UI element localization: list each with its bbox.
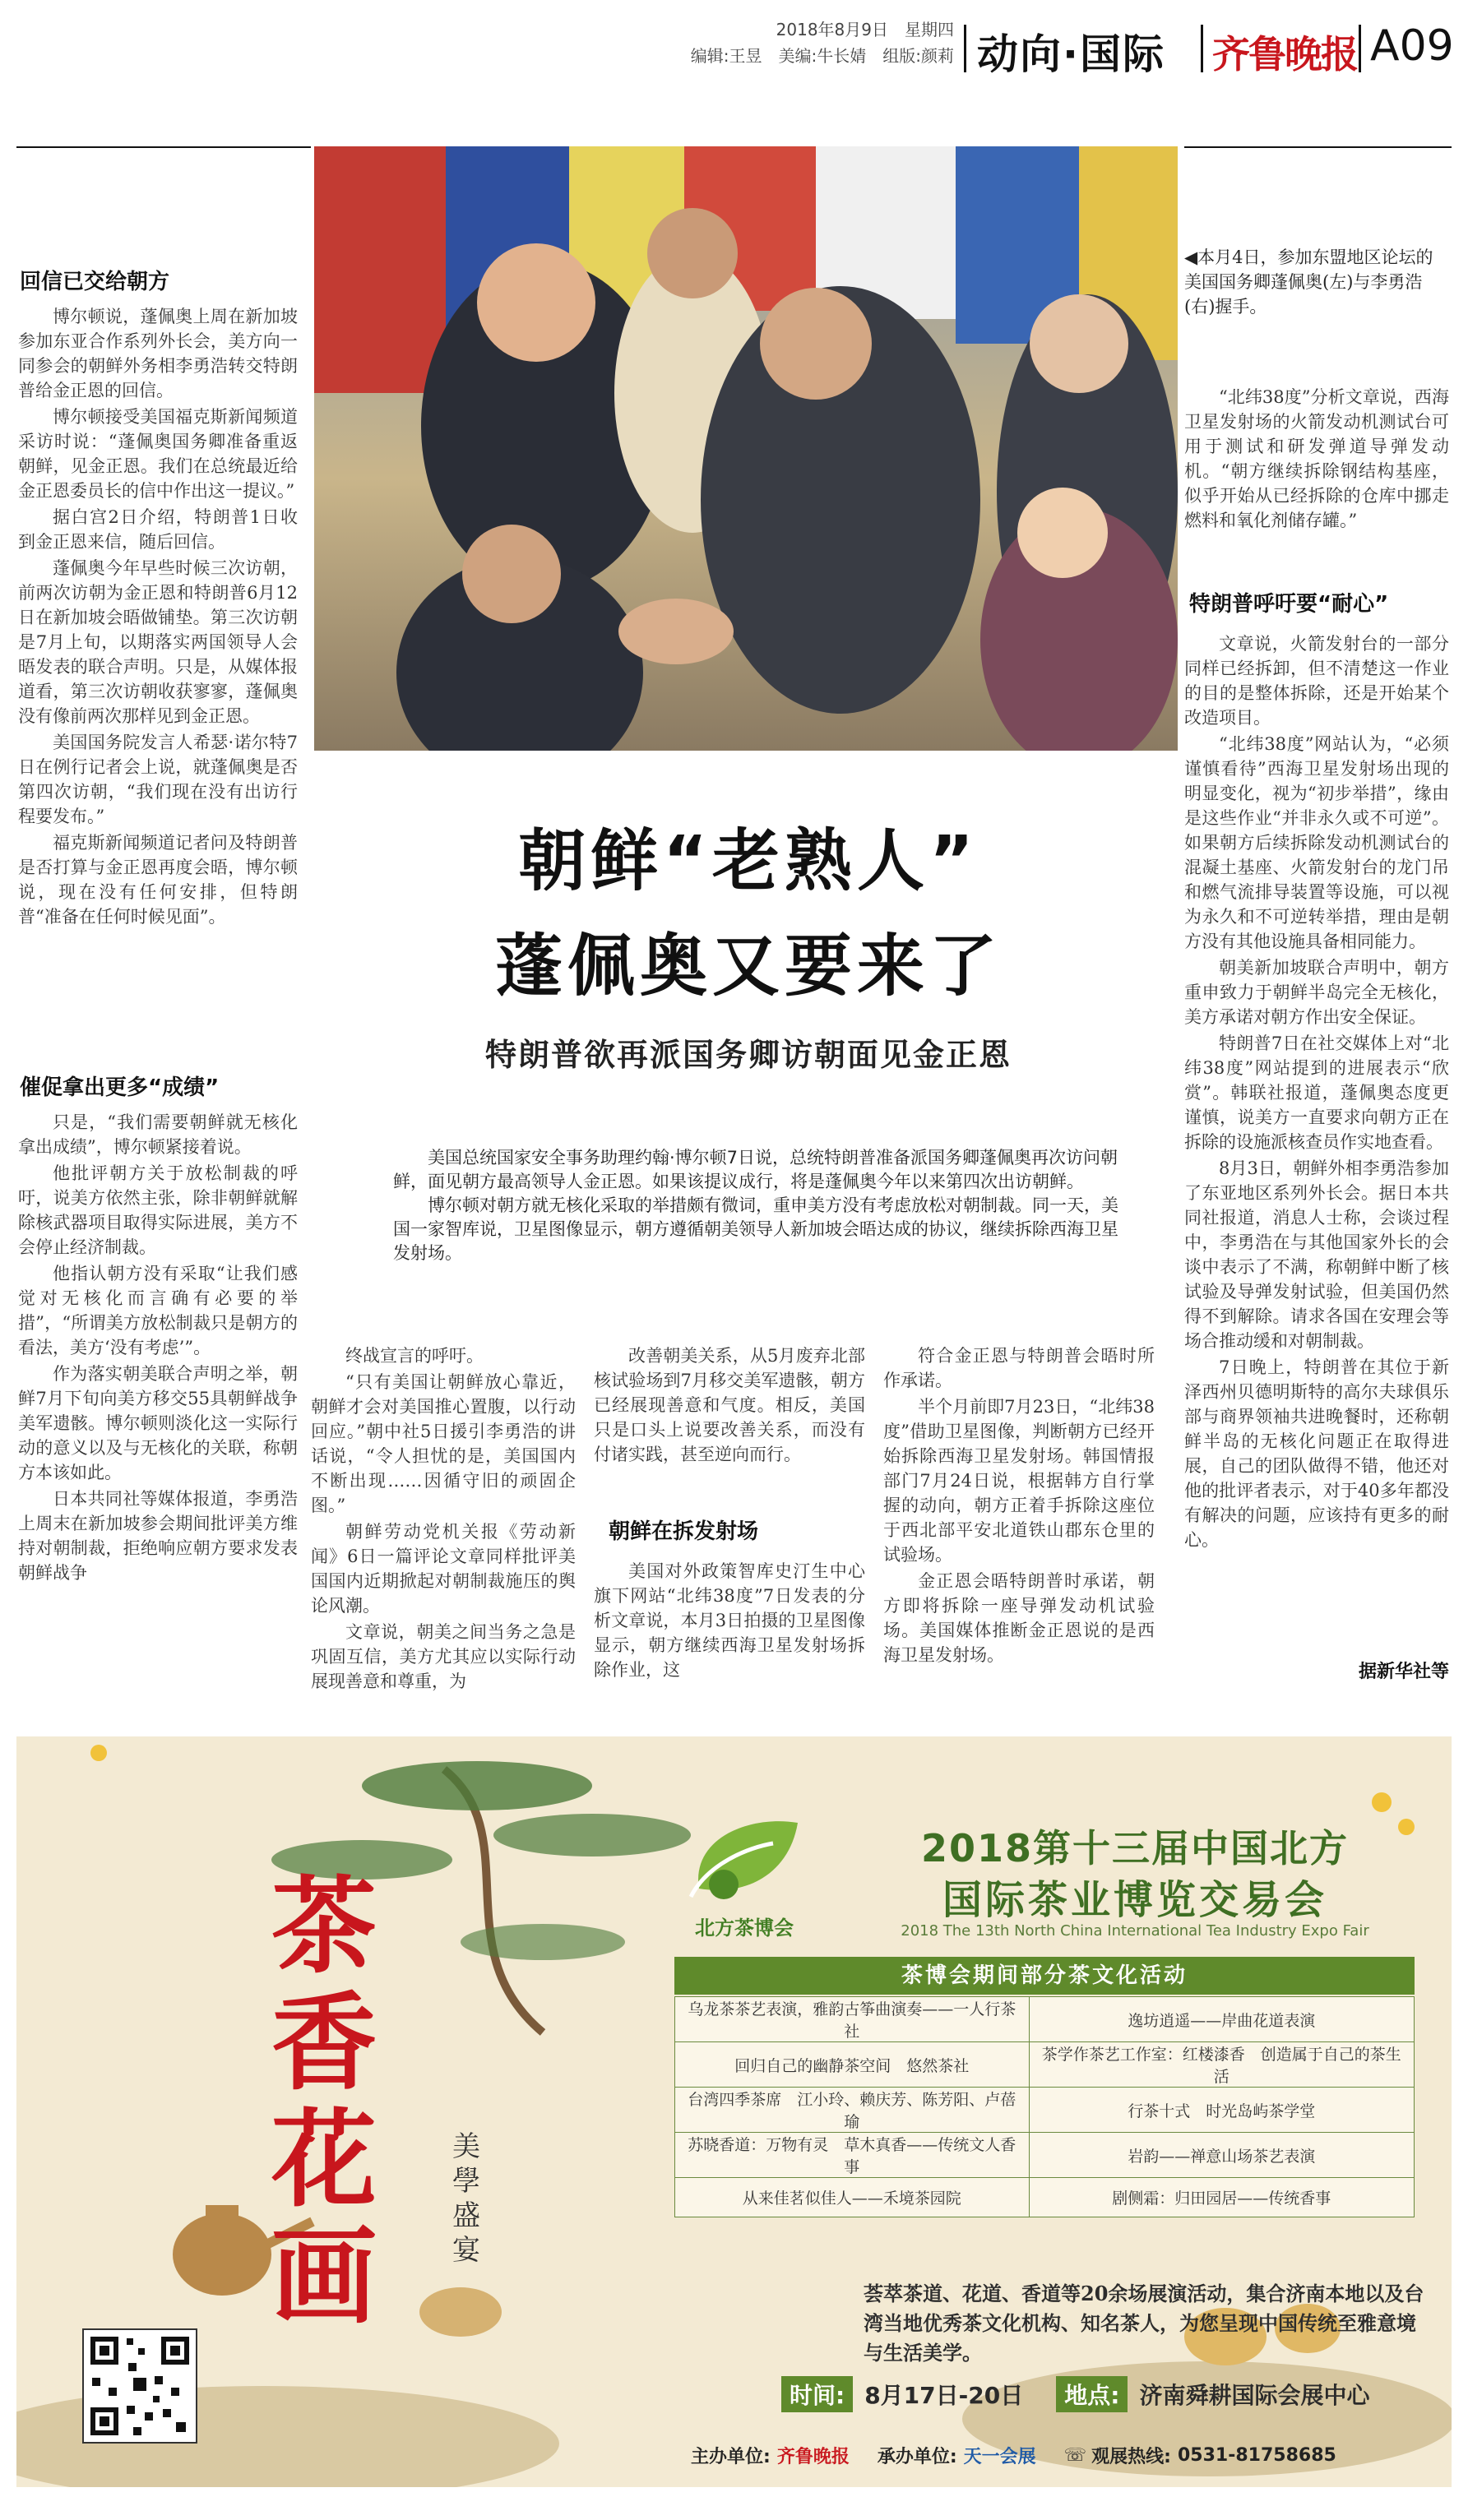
expo-title-line1: 2018第十三届中国北方 [920, 1826, 1350, 1870]
paragraph: 朝美新加坡联合声明中，朝方重申致力于朝鲜半岛完全无核化，美方承诺对朝方作出安全保证。 [1184, 958, 1449, 1027]
header-divider [1201, 25, 1203, 72]
subhead-urge: 催促拿出更多“成绩” [20, 1075, 220, 1100]
subhead-reply: 回信已交给朝方 [20, 270, 170, 294]
expo-footer [691, 2437, 1439, 2473]
time-label: 时间: [781, 2376, 853, 2412]
paper-logo: 齐鲁晚报 [1212, 32, 1357, 76]
paragraph: 特朗普7日在社交媒体上对“北纬38度”网站提到的进展表示“欣赏”。韩联社报道，蓬佩奥态度更谨慎，说美方一直要求向朝方正在拆除的设施派核查员作实地查看。 [1184, 1033, 1449, 1152]
poster-calligraphy: 茶香花画 [271, 1865, 377, 2338]
subhead-dismantle: 朝鲜在拆发射场 [609, 1519, 759, 1544]
paragraph: “只有美国让朝鲜放心靠近，朝鲜才会对美国推心置腹，以行动回应。”朝中社5日援引李勇浩的讲话说，“令人担忧的是，美国国内不断出现……因循守旧的顽固企图。” [311, 1372, 576, 1515]
paragraph: 改善朝美关系，从5月废弃北部核试验场到7月移交美军遗骸，朝方已经展现善意和气度。相反，美国只是口头上说要改善关系，而没有付诸实践，甚至逆向而行。 [594, 1346, 865, 1464]
paragraph: 美国对外政策智库史汀生中心旗下网站“北纬38度”7日发表的分析文章说，本月3日拍摄的卫星图像显示，朝方继续西海卫星发射场拆除作业，这 [594, 1561, 865, 1680]
activity-table-header: 茶博会期间部分茶文化活动 [674, 1957, 1415, 1995]
hotline-value: 0531-81758685 [1177, 2444, 1336, 2466]
tea-leaf-icon [674, 1806, 814, 1905]
activity-cell: 逸坊逍遥——岸曲花道表演 [1029, 1997, 1414, 2042]
paragraph: 蓬佩奥今年早些时候三次访朝，前两次访朝为金正恩和特朗普6月12日在新加坡会晤做铺垫。第三次访朝是7月上旬，以期落实两国领导人会晤发表的联合声明。只是，从媒体报道看，第三次访朝收获寥寥，蓬佩奥没有像前两次那样见到金正恩。 [18, 558, 298, 726]
paragraph: 8月3日，朝鲜外相李勇浩参加了东亚地区系列外长会。据日本共同社报道，消息人士称，会谈过程中，李勇浩在与其他国家外长的会谈中表示了不满，称朝鲜中断了核试验及导弹发射试验，但美国仍然得不到解除。请求各国在安理会等场合推动缓和对朝制裁。 [1184, 1158, 1449, 1351]
headline-subtitle: 特朗普欲再派国务卿访朝面见金正恩 [484, 1037, 1012, 1073]
left-column-part2 [18, 1110, 298, 1587]
column-d [883, 1343, 1155, 1669]
news-photo [314, 146, 1178, 751]
activity-cell: 茶学作茶艺工作室：红楼漆香 创造属于自己的茶生活 [1029, 2042, 1414, 2088]
paragraph: 美国国务院发言人希瑟·诺尔特7日在例行记者会上说，就蓬佩奥是否第四次访朝，“我们现在没有出访行程要发布。” [18, 733, 298, 826]
qr-code-pattern [84, 2330, 196, 2442]
organizer-value: 天一会展 [963, 2446, 1036, 2467]
paragraph: 日本共同社等媒体报道，李勇浩上周末在新加坡参会期间批评美方维持对朝制裁，拒绝响应朝方要求发表朝鲜战争 [18, 1489, 298, 1583]
paragraph: 博尔顿说，蓬佩奥上周在新加坡参加东亚合作系列外长会，美方向一同参会的朝鲜外务相李勇浩转交特朗普给金正恩的回信。 [18, 307, 298, 400]
activity-cell: 剧侧霜：归田园居——传统香事 [1029, 2178, 1414, 2217]
paragraph: 7日晚上，特朗普在其位于新泽西州贝德明斯特的高尔夫球俱乐部与商界领袖共进晚餐时，还称朝鲜半岛的无核化问题正在取得进展，自己的团队做得不错，他还对他的批评者表示，对于40多年都没有解决的问题，应该持有更多的耐心。 [1184, 1357, 1449, 1550]
headline-line1: 朝鲜“老熟人” [518, 822, 979, 900]
phone-icon: ☏ [1063, 2444, 1087, 2466]
expo-time-place [781, 2376, 1369, 2412]
paragraph: 福克斯新闻频道记者问及特朗普是否打算与金正恩再度会晤，博尔顿说，现在没有任何安排，但特朗普“准备在任何时候见面”。 [18, 833, 298, 927]
top-rule-right [1184, 146, 1452, 148]
header-weekday: 星期四 [905, 20, 954, 39]
activity-table [674, 1996, 1415, 2217]
headline-line2: 蓬佩奥又要来了 [494, 927, 1002, 1006]
activity-cell: 行茶十式 时光岛屿茶学堂 [1029, 2088, 1414, 2133]
header-divider [1359, 25, 1361, 72]
paragraph: 他批评朝方关于放松制裁的呼吁，说美方依然主张，除非朝鲜就解除核武器项目取得实际进展，美方不会停止经济制裁。 [18, 1163, 298, 1257]
qr-code-icon [82, 2328, 197, 2444]
left-column-part1 [18, 304, 298, 931]
lead-paragraph: 博尔顿对朝方就无核化采取的举措颇有微词，重申美方没有考虑放松对朝制裁。同一天，美国一家智库说，卫星图像显示，朝方遵循朝美领导人新加坡会晤达成的协议，继续拆除西海卫星发射场。 [393, 1195, 1118, 1263]
activity-cell: 苏晓香道：万物有灵 草木真香——传统文人香事 [675, 2133, 1030, 2178]
paragraph: 终战宣言的呼吁。 [345, 1346, 484, 1366]
photo-caption: ◀本月4日，参加东盟地区论坛的美国国务卿蓬佩奥(左)与李勇浩(右)握手。 [1184, 247, 1433, 317]
paragraph: 作为落实朝美联合声明之举，朝鲜7月下旬向美方移交55具朝鲜战争美军遗骸。博尔顿则淡化这一实际行动的意义以及与无核化的关联，称朝方本该如此。 [18, 1364, 298, 1482]
activity-row [675, 2042, 1415, 2088]
paragraph: “北纬38度”分析文章说，西海卫星发射场的火箭发动机测试台可用于测试和研发弹道导弹发动机。“朝方继续拆除钢结构基座，似乎开始从已经拆除的仓库中挪走燃料和氧化剂储存罐。” [1184, 387, 1449, 530]
hotline-label: 观展热线: [1091, 2446, 1171, 2467]
top-rule-left [16, 146, 311, 148]
paragraph: 文章说，朝美之间当务之急是巩固互信，美方尤其应以实际行动展现善意和尊重，为 [311, 1622, 576, 1691]
column-c-part2 [594, 1559, 865, 1684]
activity-cell: 台湾四季茶席 江小玲、赖庆芳、陈芳阳、卢蓓瑜 [675, 2088, 1030, 2133]
header-staff: 编辑:王昱 美编:牛长婧 组版:颜莉 [690, 46, 954, 66]
header-date: 2018年8月9日 [776, 20, 888, 39]
place-label: 地点: [1056, 2376, 1128, 2412]
section-title: 动向·国际 [977, 30, 1165, 78]
column-b [311, 1343, 576, 1695]
activity-row [675, 1997, 1415, 2042]
right-column-part1 [1184, 385, 1449, 534]
header-date-line [674, 18, 954, 41]
poster-subtitle: 美學盛宴 [452, 2130, 480, 2267]
paragraph: 他指认朝方没有采取“让我们感觉对无核化而言确有必要的举措”，“所谓美方放松制裁只是朝方的看法，美方‘没有考虑’”。 [18, 1264, 298, 1357]
paragraph: 符合金正恩与特朗普会晤时所作承诺。 [883, 1346, 1155, 1390]
expo-title-line2: 国际茶业博览交易会 [942, 1877, 1327, 1923]
paragraph: 博尔顿接受美国福克斯新闻频道采访时说：“蓬佩奥国务卿准备重返朝鲜，见金正恩。我们在总统最近给金正恩委员长的信中作出这一提议。” [18, 407, 298, 501]
paragraph: 半个月前即7月23日，“北纬38度”借助卫星图像，判断朝方已经开始拆除西海卫星发射场。韩国情报部门7月24日说，根据韩方自行掌握的动向，朝方正着手拆除这座位于西北部平安北道铁山郡东仓里的试验场。 [883, 1397, 1155, 1565]
tea-expo-advertisement [16, 1736, 1452, 2487]
activity-cell: 岩韵——禅意山场茶艺表演 [1029, 2133, 1414, 2178]
lead-paragraphs [393, 1146, 1130, 1265]
expo-logo-text: 北方茶博会 [695, 1917, 794, 1940]
expo-logo [674, 1806, 814, 1938]
paragraph: 据白宫2日介绍，特朗普1日收到金正恩来信，随后回信。 [18, 507, 298, 552]
page-number: A09 [1370, 21, 1454, 71]
expo-description: 荟萃茶道、花道、香道等20余场展演活动，集合济南本地以及台湾当地优秀茶文化机构、知名茶人，为您呈现中国传统至雅意境与生活美学。 [864, 2282, 1424, 2365]
source-credit: 据新华社等 [1358, 1662, 1449, 1682]
activity-cell: 从来佳茗似佳人——禾境茶园院 [675, 2178, 1030, 2217]
paragraph: 金正恩会晤特朗普时承诺，朝方即将拆除一座导弹发动机试验场。美国媒体推断金正恩说的是西海卫星发射场。 [883, 1571, 1155, 1665]
activity-row [675, 2133, 1415, 2178]
time-value: 8月17日-20日 [864, 2382, 1024, 2409]
host-label: 主办单位: [691, 2446, 771, 2467]
header-divider [964, 25, 966, 72]
organizer-label: 承办单位: [877, 2446, 957, 2467]
host-value: 齐鲁晚报 [776, 2445, 850, 2467]
activity-row [675, 2178, 1415, 2217]
right-column-part2 [1184, 631, 1449, 1554]
paragraph: 只是，“我们需要朝鲜就无核化拿出成绩”，博尔顿紧接着说。 [18, 1112, 298, 1157]
paragraph: “北纬38度”网站认为，“必须谨慎看待”西海卫星发射场出现的明显变化，视为“初步举措”，缘由是这些作业“并非永久或不可逆”。如果朝方后续拆除发动机测试台的混凝土基座、火箭发射台的龙门吊和燃气流排导装置等设施，可以视为永久和不可逆转举措，理由是朝方没有其他设施具备相同能力。 [1184, 734, 1449, 951]
activity-row [675, 2088, 1415, 2133]
activity-cell: 回归自己的幽静茶空间 悠然茶社 [675, 2042, 1030, 2088]
handshake-photo-illustration [314, 146, 1178, 751]
paragraph: 朝鲜劳动党机关报《劳动新闻》6日一篇评论文章同样批评美国国内近期掀起对朝制裁施压的舆论风潮。 [311, 1522, 576, 1616]
paragraph: 文章说，火箭发射台的一部分同样已经拆卸，但不清楚这一作业的目的是整体拆除，还是开始某个改造项目。 [1184, 634, 1449, 728]
place-value: 济南舜耕国际会展中心 [1139, 2382, 1370, 2409]
activity-cell: 乌龙茶茶艺表演，雅韵古筝曲演奏——一人行茶社 [675, 1997, 1030, 2042]
lead-paragraph: 美国总统国家安全事务助理约翰·博尔顿7日说，总统特朗普准备派国务卿蓬佩奥再次访问朝鲜，面见朝方最高领导人金正恩。如果该提议成行，将是蓬佩奥今年以来第四次出访朝鲜。 [393, 1148, 1118, 1191]
column-c-part1 [594, 1343, 865, 1468]
expo-title-english: 2018 The 13th North China International Tea Industry Expo Fair [901, 1922, 1369, 1940]
subhead-patience: 特朗普呼吁要“耐心” [1189, 592, 1389, 617]
